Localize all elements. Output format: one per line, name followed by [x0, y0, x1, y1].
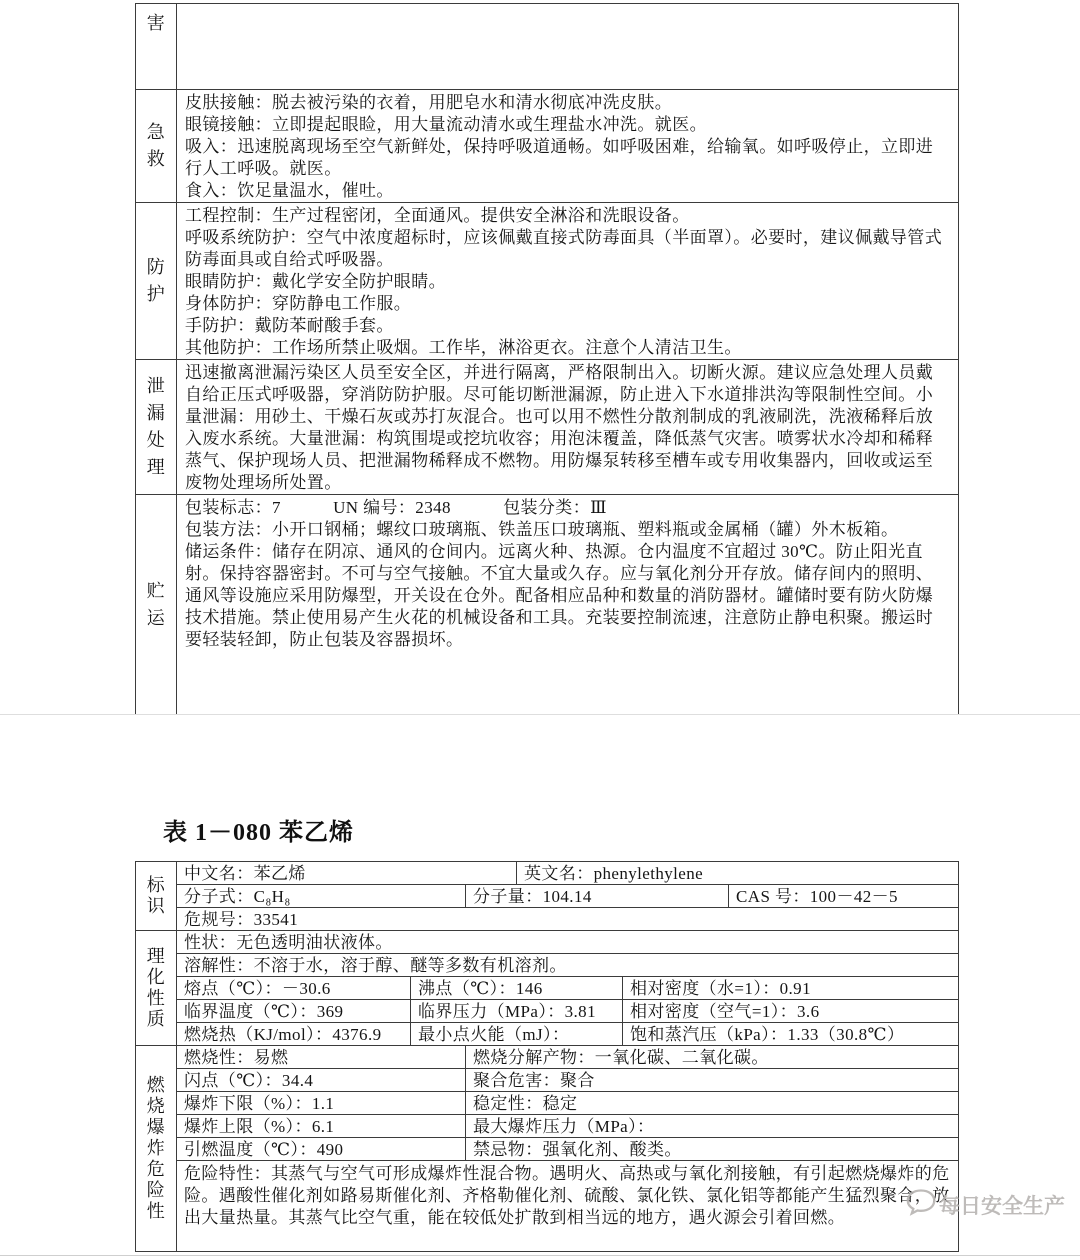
packaging-method-text: 包装方法：小开口钢桶；螺纹口玻璃瓶、铁盖压口玻璃瓶、塑料瓶或金属桶（罐）外木板箱。: [185, 520, 899, 539]
leak-disposal-text: 迅速撤离泄漏污染区人员至安全区，并进行隔离，严格限制出入。切断火源。建议应急处理人员戴自给正压式呼吸器，穿消防防护服。尽可能切断泄漏源，防止进入下水道排洪沟等限制性空间。小量泄漏：用砂土、干燥石灰或苏打灰混合。也可以用不燃性分散剂制成的乳液刷洗，洗液稀释后放入废水系统。大量泄漏：构筑围堤或挖坑收容；用泡沫覆盖，降低蒸气灾害。喷雾状水冷却和稀释蒸气、保护现场人员、把泄漏物稀释成不燃物。用防爆泵转移至槽车或专用收集器内，回收或运至废物处理场所处置。: [185, 363, 934, 492]
page-divider-line: [0, 714, 1080, 715]
page-title: 表 1－080 苯乙烯: [163, 820, 354, 846]
respiratory-protection-text: 呼吸系统防护：空气中浓度超标时，应该佩戴直接式防毒面具（半面罩）。必要时，建议佩戴导管式防毒面具或自给式呼吸器。: [185, 228, 943, 269]
section-label-leak-handling: 泄漏处理: [136, 360, 177, 495]
molecular-formula-cell: 分子式：C₈H₈: [177, 885, 466, 908]
leak-handling-cell: [177, 360, 959, 495]
explosion-upper-limit-cell: 爆炸上限（%）：6.1: [177, 1115, 466, 1138]
combustion-heat-cell: 燃烧热（KJ/mol）：4376.9: [177, 1023, 411, 1046]
eye-protection-text: 眼睛防护：戴化学安全防护眼睛。: [185, 272, 446, 291]
critical-temperature-cell: 临界温度（℃）：369: [177, 1000, 411, 1023]
body-protection-text: 身体防护：穿防静电工作服。: [185, 294, 412, 313]
flash-point-cell: 闪点（℃）：34.4: [177, 1069, 466, 1092]
hand-protection-text: 手防护：戴防苯耐酸手套。: [185, 316, 394, 335]
section-label-hazard: 害: [136, 4, 177, 90]
stability-cell: 稳定性：稳定: [466, 1092, 959, 1115]
skin-contact-text: 皮肤接触：脱去被污染的衣着，用肥皂水和清水彻底冲洗皮肤。: [185, 93, 673, 112]
protection-cell: [177, 203, 959, 360]
appearance-cell: 性状：无色透明油状液体。: [177, 931, 959, 954]
ignition-temperature-cell: 引燃温度（℃）：490: [177, 1138, 466, 1161]
ingestion-text: 食入：饮足量温水，催吐。: [185, 181, 394, 200]
section-label-physical-chemical: 理化性质: [136, 931, 177, 1046]
melting-point-cell: 熔点（℃）：－30.6: [177, 977, 411, 1000]
relative-density-air-cell: 相对密度（空气=1）：3.6: [623, 1000, 959, 1023]
polymerization-hazard-cell: 聚合危害：聚合: [466, 1069, 959, 1092]
english-name-cell: 英文名：phenylethylene: [517, 862, 959, 885]
max-explosion-pressure-cell: 最大爆炸压力（MPa）：: [466, 1115, 959, 1138]
engineering-control-text: 工程控制：生产过程密闭，全面通风。提供安全淋浴和洗眼设备。: [185, 206, 690, 225]
danger-code-cell: 危规号：33541: [177, 908, 959, 931]
saturated-vapor-pressure-cell: 饱和蒸汽压（kPa）：1.33（30.8℃）: [623, 1023, 959, 1046]
hazard-response-table: [135, 3, 959, 715]
hazard-characteristics-cell: 危险特性：其蒸气与空气可形成爆炸性混合物。遇明火、高热或与氧化剂接触，有引起燃烧爆炸的危险。遇酸性催化剂如路易斯催化剂、齐格勒催化剂、硫酸、氯化铁、氯化铝等都能产生猛烈聚合，放出大量热量。其蒸气比空气重，能在较低处扩散到相当远的地方，遇火源会引着回燃。: [177, 1161, 959, 1252]
molecular-weight-cell: 分子量：104.14: [466, 885, 729, 908]
inhalation-text: 吸入：迅速脱离现场至空气新鲜处，保持呼吸道通畅。如呼吸困难，给输氧。如呼吸停止，立即进行人工呼吸。就医。: [185, 137, 934, 178]
critical-pressure-cell: 临界压力（MPa）：3.81: [411, 1000, 623, 1023]
packaging-mark-text: 包装标志：7 UN 编号：2348 包装分类：Ⅲ: [185, 498, 607, 517]
first-aid-cell: [177, 90, 959, 203]
watermark-text: 每日安全生产: [939, 1194, 1065, 1218]
solubility-cell: 溶解性：不溶于水，溶于醇、醚等多数有机溶剂。: [177, 954, 959, 977]
chinese-name-cell: 中文名：苯乙烯: [177, 862, 517, 885]
section-label-identification: 标识: [136, 862, 177, 931]
relative-density-water-cell: 相对密度（水=1）：0.91: [623, 977, 959, 1000]
flammability-cell: 燃烧性：易燃: [177, 1046, 466, 1069]
page-bottom-line: [0, 1255, 1080, 1256]
other-protection-text: 其他防护：工作场所禁止吸烟。工作毕，淋浴更衣。注意个人清洁卫生。: [185, 338, 742, 357]
storage-conditions-text: 储运条件：储存在阴凉、通风的仓间内。远离火种、热源。仓内温度不宜超过 30℃。防止阳光直射。保持容器密封。不可与空气接触。不宜大量或久存。应与氧化剂分开存放。储存间内的照明、通风等设施应采用防爆型，开关设在仓外。配备相应品种和数量的消防器材。罐储时要有防火防爆技术措施。禁止使用易产生火花的机械设备和工具。充装要控制流速，注意防止静电积聚。搬运时要轻装轻卸，防止包装及容器损坏。: [185, 542, 934, 649]
min-ignition-energy-cell: 最小点火能（mJ）：: [411, 1023, 623, 1046]
storage-transport-cell: [177, 495, 959, 715]
explosion-lower-limit-cell: 爆炸下限（%）：1.1: [177, 1092, 466, 1115]
section-label-storage-transport: 贮运: [136, 495, 177, 715]
incompatibilities-cell: 禁忌物：强氧化剂、酸类。: [466, 1138, 959, 1161]
section-label-protection: 防护: [136, 203, 177, 360]
boiling-point-cell: 沸点（℃）：146: [411, 977, 623, 1000]
styrene-data-table: [135, 861, 959, 1252]
watermark: [906, 1188, 1065, 1221]
eye-contact-text: 眼镜接触：立即提起眼睑，用大量流动清水或生理盐水冲洗。就医。: [185, 115, 707, 134]
hazard-empty-cell: [177, 4, 959, 90]
chat-bubble-icon: [906, 1188, 936, 1221]
section-label-fire-explosion-hazard: 燃烧爆炸危险性: [136, 1046, 177, 1252]
cas-number-cell: CAS 号：100－42－5: [729, 885, 959, 908]
section-label-first-aid: 急救: [136, 90, 177, 203]
decomposition-products-cell: 燃烧分解产物：一氧化碳、二氧化碳。: [466, 1046, 959, 1069]
